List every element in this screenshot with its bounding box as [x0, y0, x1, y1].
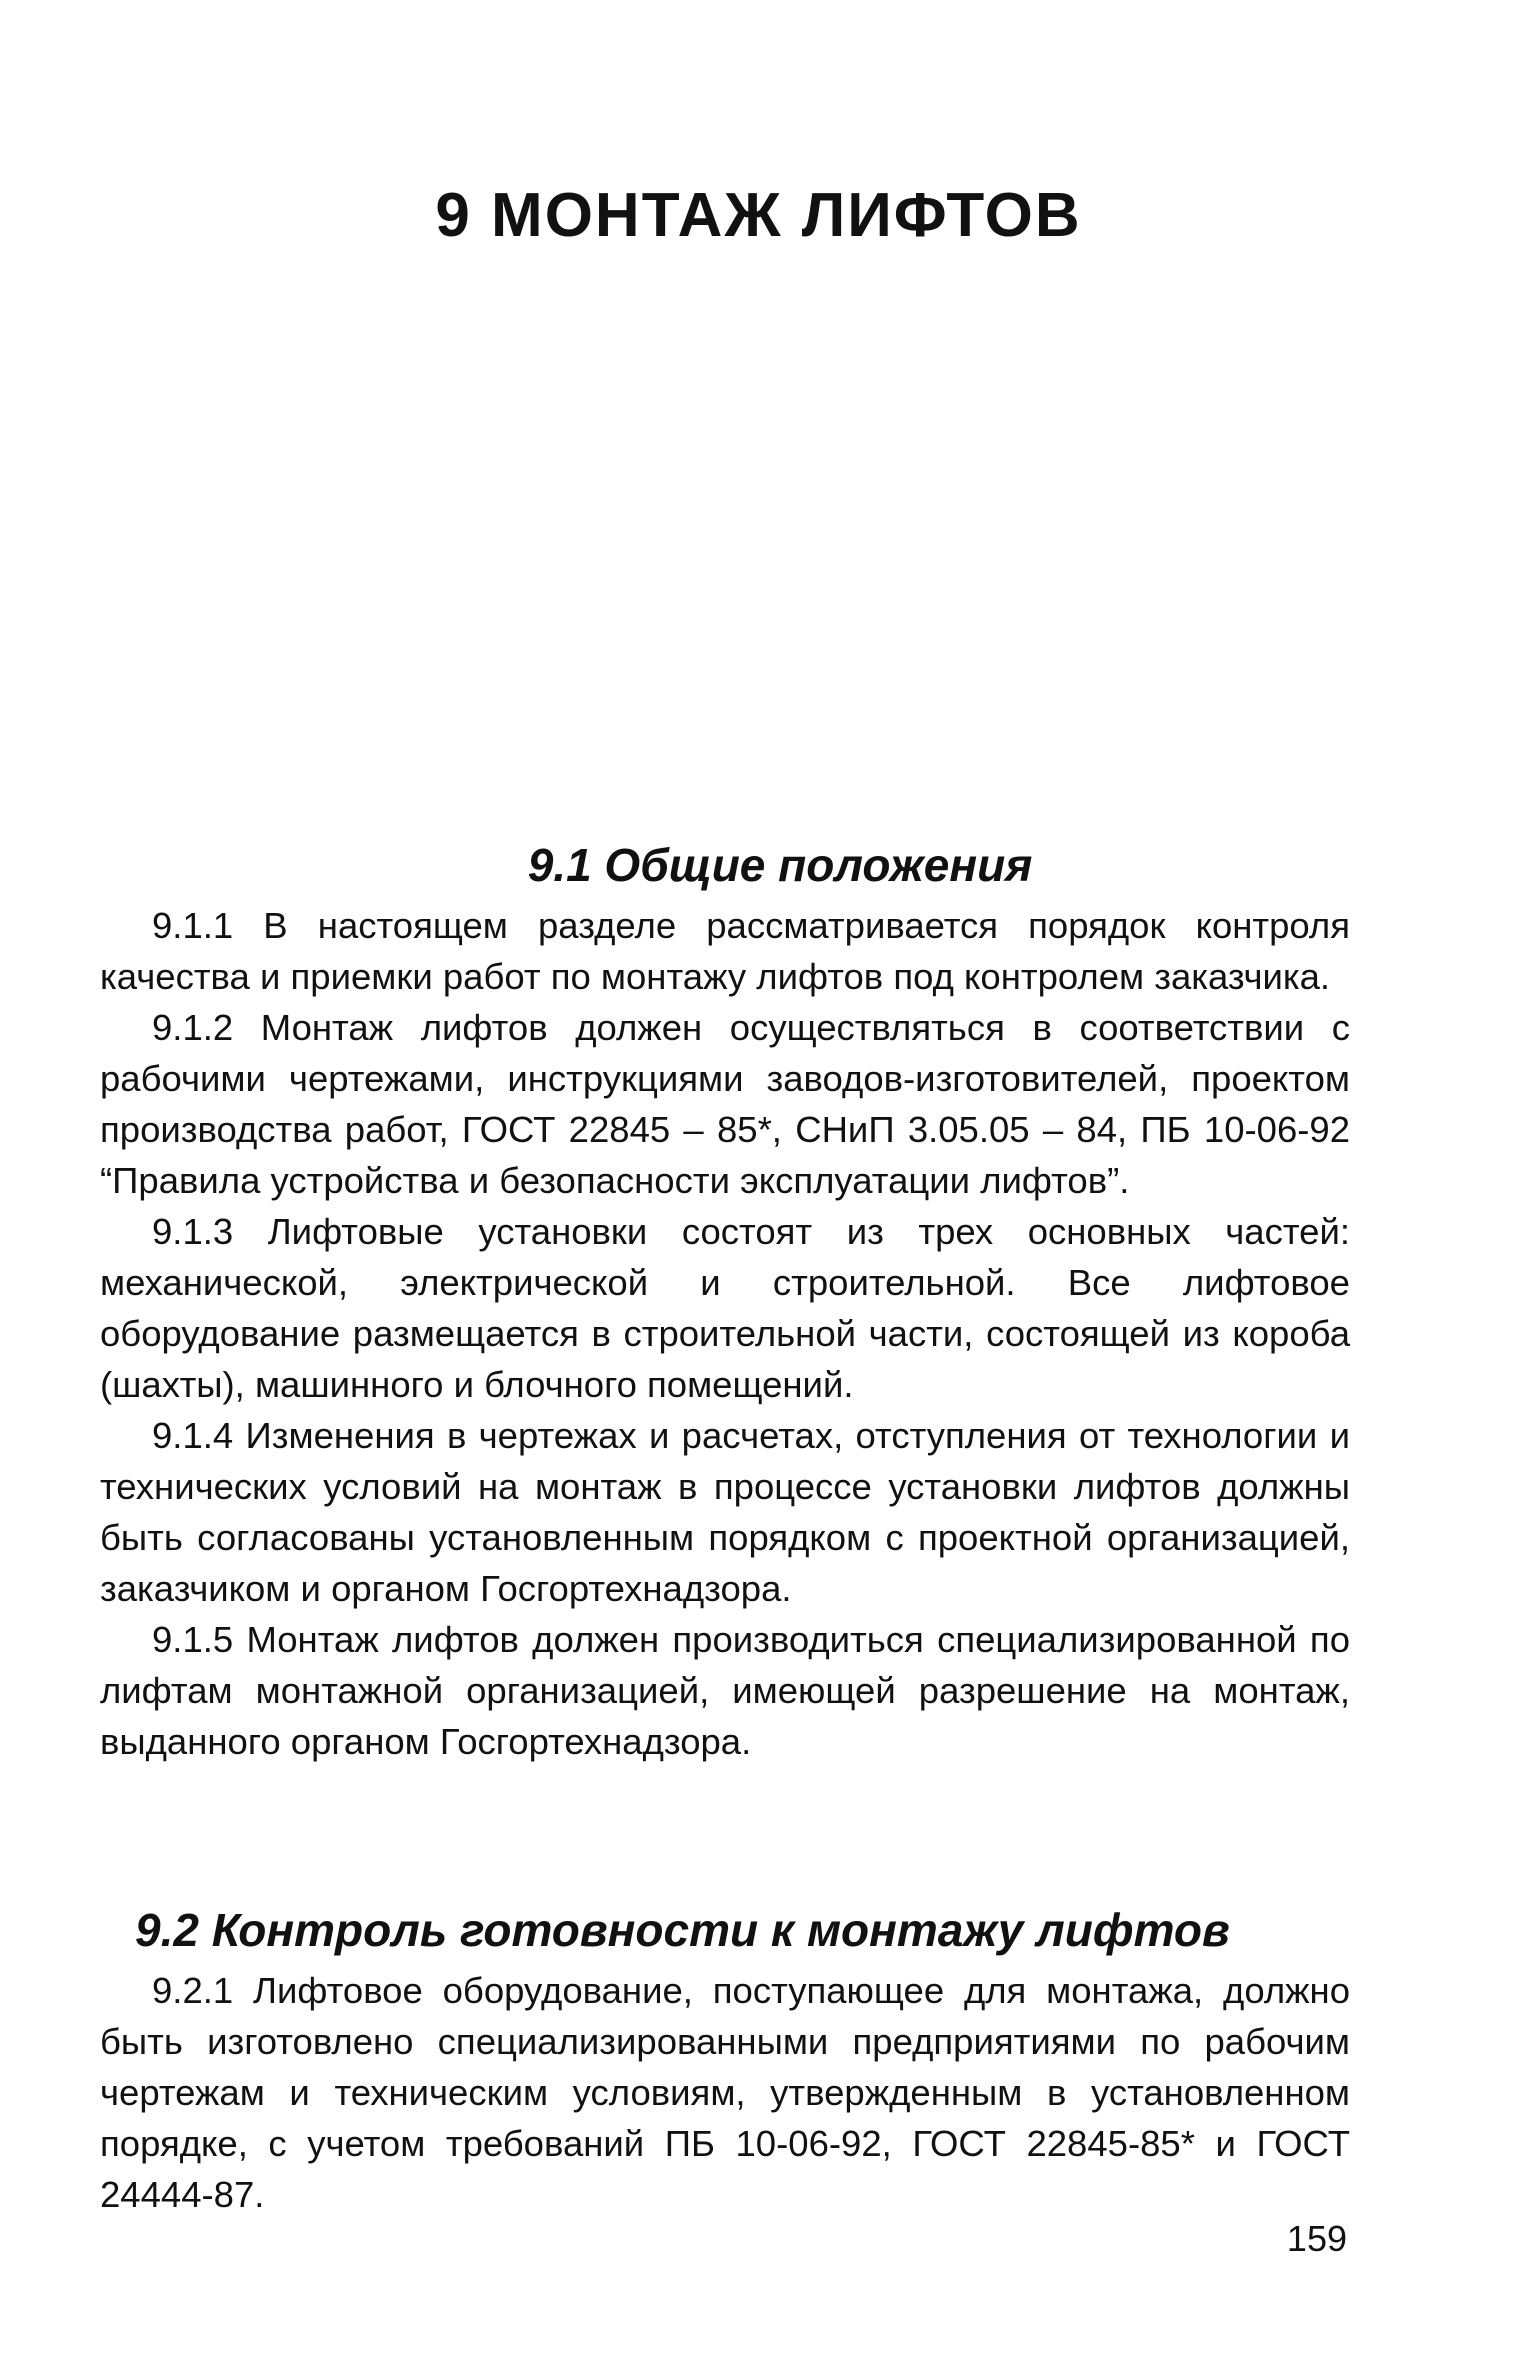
section-general-provisions — [100, 830, 1350, 1767]
section-readiness-control — [100, 1895, 1350, 2220]
section-title: 9.2 Контроль готовности к монтажу лифтов — [135, 1904, 1230, 1956]
paragraph-9-2-1: 9.2.1 Лифтовое оборудование, поступающее для монтажа, должно быть изготовлено специализированными предприятиями по рабочим чертежам и техническим условиям, утвержденным в установленном порядке, с учетом требований ПБ 10-06-92, ГОСТ 22845-85* и ГОСТ 24444-87. — [100, 1970, 1350, 2215]
chapter-title: 9 МОНТАЖ ЛИФТОВ — [435, 181, 1082, 250]
section-title: 9.1 Общие положения — [527, 839, 1033, 891]
paragraph-9-1-5: 9.1.5 Монтаж лифтов должен производиться специализированной по лифтам монтажной организацией, имеющей разрешение на монтаж, выданного органом Госгортехнадзора. — [100, 1619, 1350, 1762]
paragraph-9-1-4: 9.1.4 Изменения в чертежах и расчетах, отступления от технологии и технических условий на монтаж в процессе установки лифтов должны быть согласованы установленным порядком с проектной организацией, заказчиком и органом Госгортехнадзора. — [100, 1415, 1350, 1609]
paragraph-9-1-3: 9.1.3 Лифтовые установки состоят из трех основных частей: механической, электрической и строительной. Все лифтовое оборудование размещается в строительной части, состоящей из короба (шахты), машинного и блочного помещений. — [100, 1211, 1350, 1405]
page-number: 159 — [1286, 2218, 1347, 2259]
paragraph-9-1-1: 9.1.1 В настоящем разделе рассматривается порядок контроля качества и приемки работ по монтажу лифтов под контролем заказчика. — [100, 905, 1350, 997]
paragraph-9-1-2: 9.1.2 Монтаж лифтов должен осуществляться в соответствии с рабочими чертежами, инструкциями заводов-изготовителей, проектом производства работ, ГОСТ 22845 – 85*, СНиП 3.05.05 – 84, ПБ 10-06-92 “Правила устройства и безопасности эксплуатации лифтов”. — [100, 1007, 1350, 1201]
